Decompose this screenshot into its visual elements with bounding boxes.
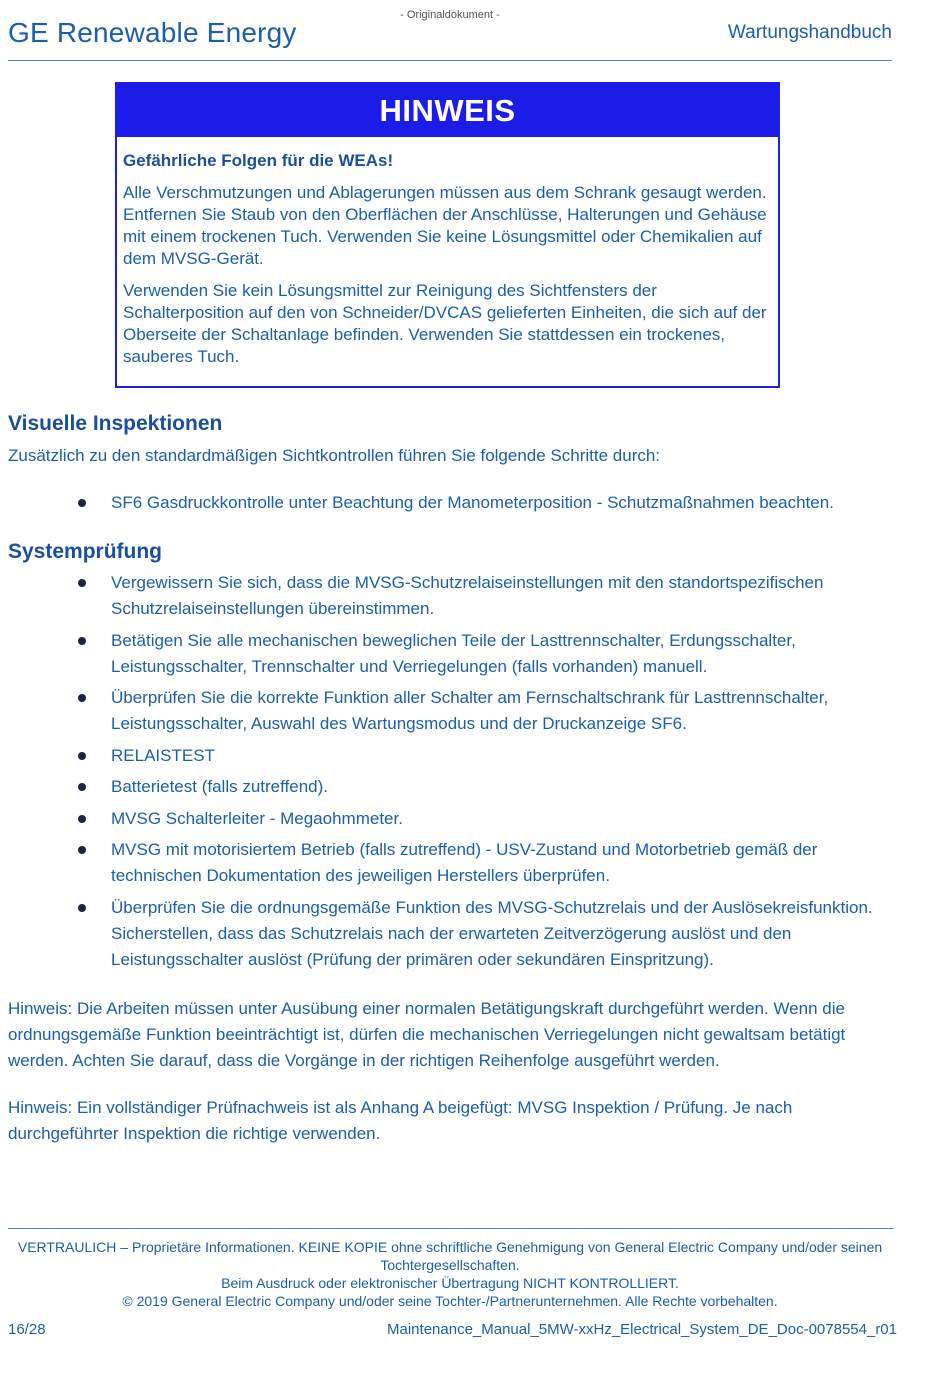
visual-inspection-list	[0, 490, 900, 522]
document-id: Maintenance_Manual_5MW-xxHz_Electrical_System_DE_Doc-0078554_r01	[387, 1321, 897, 1338]
footer-legal	[10, 1238, 890, 1310]
list-item-text: Überprüfen Sie die ordnungsgemäße Funktion des MVSG-Schutzrelais und der Auslösekreisfunktion. Sicherstellen, dass das Schutzrelais nach der erwarteten Zeitverzögerung auslöst und den Leistungsschalter auslöst (Prüfung der primären oder sekundären Einspritzung).	[111, 897, 873, 969]
notice-title: HINWEIS	[117, 84, 778, 137]
note-paragraph: Hinweis: Die Arbeiten müssen unter Ausübung einer normalen Betätigungskraft durchgeführt werden. Wenn die ordnungsgemäße Funktion beeinträchtigt ist, dürfen die mechanischen Verriegelungen nicht gewaltsam betätigt werden. Achten Sie darauf, dass die Vorgänge in der richtigen Reihenfolge ausgeführt werden.	[8, 999, 846, 1070]
list-item	[0, 490, 900, 516]
list-item-text: MVSG Schalterleiter - Megaohmmeter.	[111, 808, 403, 828]
page-number: 16/28	[8, 1321, 46, 1338]
list-item	[0, 628, 900, 680]
bullet-icon	[78, 846, 86, 854]
list-item	[0, 774, 900, 800]
bullet-icon	[78, 783, 86, 791]
manual-title: Wartungshandbuch	[727, 22, 892, 43]
list-item	[0, 570, 900, 622]
document-label: - Originaldokument -	[400, 9, 500, 21]
list-item-text: MVSG mit motorisiertem Betrieb (falls zutreffend) - USV-Zustand und Motorbetrieb gemäß der technischen Dokumentation des jeweiligen Herstellers überprüfen.	[111, 840, 818, 885]
notice-box	[115, 82, 780, 388]
footer-divider	[8, 1228, 894, 1229]
bullet-icon	[78, 637, 86, 645]
list-item	[0, 837, 900, 889]
visual-inspection-intro: Zusätzlich zu den standardmäßigen Sichtkontrollen führen Sie folgende Schritte durch:	[8, 446, 661, 465]
system-check-list	[0, 570, 900, 978]
list-item-text: Betätigen Sie alle mechanischen beweglichen Teile der Lasttrennschalter, Erdungsschalter, Leistungsschalter, Trennschalter und Verriegelungen (falls vorhanden) manuell.	[111, 630, 796, 676]
footer-copyright: © 2019 General Electric Company und/oder seine Tochter-/Partnerunternehmen. Alle Rechte vorbehalten.	[122, 1293, 778, 1309]
brand-name: GE Renewable Energy	[8, 17, 297, 48]
list-item-text: SF6 Gasdruckkontrolle unter Beachtung der Manometerposition - Schutzmaßnahmen beachten.	[111, 493, 834, 512]
list-item-text: RELAISTEST	[111, 745, 215, 765]
list-item-text: Vergewissern Sie sich, dass die MVSG-Schutzrelaiseinstellungen mit den standortspezifischen Schutzrelaiseinstellungen übereinstimmen.	[111, 573, 824, 618]
list-item-text: Überprüfen Sie die korrekte Funktion aller Schalter am Fernschaltschrank für Lasttrennschalter, Leistungsschalter, Auswahl des Wartungsmodus und der Druckanzeige SF6.	[111, 688, 829, 733]
bullet-icon	[78, 752, 86, 760]
bullet-icon	[78, 694, 86, 702]
notice-paragraph: Verwenden Sie kein Lösungsmittel zur Reinigung des Sichtfensters der Schalterposition auf den von Schneider/DVCAS gelieferten Einheiten, die sich auf der Oberseite der Schaltanlage befinden. Verwenden Sie stattdessen ein trockenes, sauberes Tuch.	[123, 281, 767, 366]
footer-uncontrolled: Beim Ausdruck oder elektronischer Übertragung NICHT KONTROLLIERT.	[221, 1275, 679, 1291]
bullet-icon	[78, 904, 86, 912]
header-divider	[8, 60, 892, 61]
bullet-icon	[78, 579, 86, 587]
list-item-text: Batterietest (falls zutreffend).	[111, 777, 329, 796]
notice-body	[117, 137, 778, 368]
notice-hazard: Gefährliche Folgen für die WEAs!	[123, 151, 394, 170]
list-item	[0, 743, 900, 769]
footer-confidential: VERTRAULICH – Proprietäre Informationen. KEINE KOPIE ohne schriftliche Genehmigung von General Electric Company und/oder seinen Tochtergesellschaften.	[17, 1239, 883, 1273]
section-heading-visual-inspection: Visuelle Inspektionen	[8, 412, 223, 435]
section-heading-system-check: Systemprüfung	[8, 540, 163, 563]
bullet-icon	[78, 499, 86, 507]
bullet-icon	[78, 815, 86, 823]
list-item	[0, 806, 900, 832]
note-paragraph: Hinweis: Ein vollständiger Prüfnachweis ist als Anhang A beigefügt: MVSG Inspektion / Prüfung. Je nach durchgeführter Inspektion die richtige verwenden.	[8, 1098, 793, 1143]
list-item	[0, 685, 900, 737]
notice-paragraph: Alle Verschmutzungen und Ablagerungen müssen aus dem Schrank gesaugt werden. Entfernen Sie Staub von den Oberflächen der Anschlüsse, Halterungen und Gehäuse mit einem trockenen Tuch. Verwenden Sie keine Lösungsmittel oder Chemikalien auf dem MVSG-Gerät.	[123, 183, 767, 268]
list-item	[0, 895, 900, 973]
